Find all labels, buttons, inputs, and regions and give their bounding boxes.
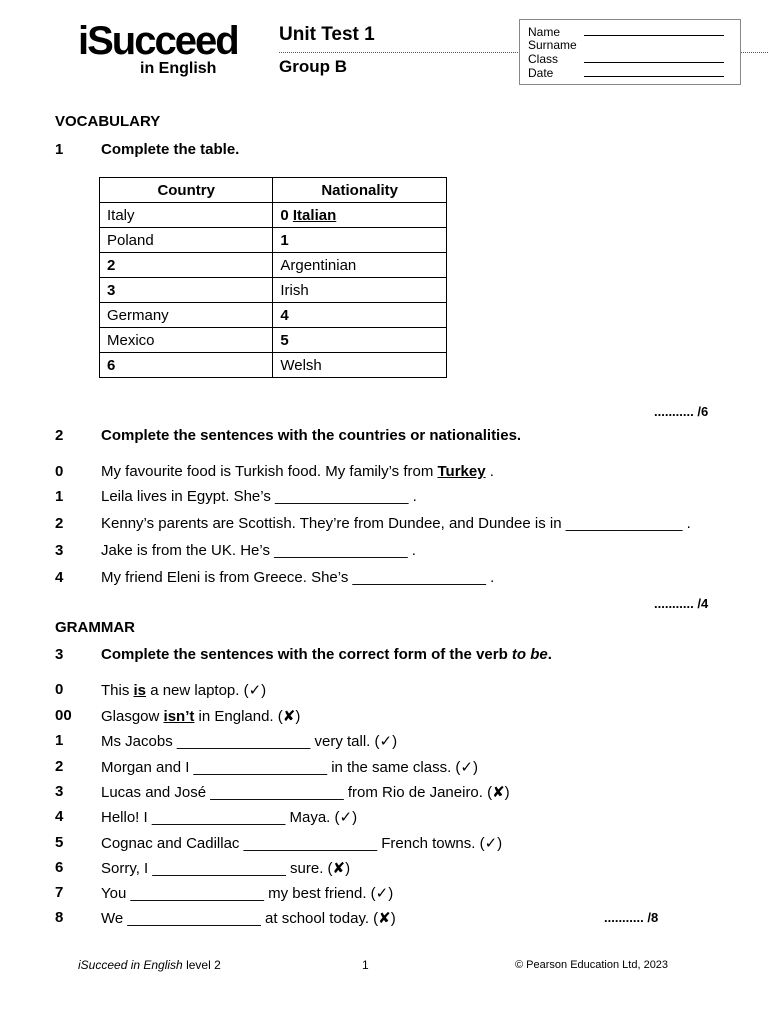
student-info-box [519, 19, 741, 85]
vocabulary-heading: VOCABULARY [55, 113, 161, 130]
sentence[interactable]: Sorry, I ________________ sure. (✘) [101, 860, 351, 877]
sentence: Glasgow isn’t in England. (✘) [101, 708, 301, 725]
question-number: 2 [55, 427, 64, 444]
grammar-heading: GRAMMAR [55, 619, 135, 636]
item-number: 1 [55, 488, 64, 505]
item-number: 5 [55, 834, 64, 851]
item-number: 6 [55, 859, 64, 876]
item-number: 0 [55, 463, 64, 480]
sentence[interactable]: Cognac and Cadillac ________________ French towns. (✓) [101, 835, 503, 852]
sentence[interactable]: Ms Jacobs ________________ very tall. (✓) [101, 733, 398, 750]
footer-book-title: iSucceed in English level 2 [78, 958, 221, 972]
item-number: 3 [55, 542, 64, 559]
item-number: 0 [55, 681, 64, 698]
table-row: Italy 0 Italian [100, 203, 447, 228]
item-number: 4 [55, 569, 64, 586]
score-box: ........... /4 [654, 596, 709, 611]
item-number: 1 [55, 732, 64, 749]
sentence[interactable]: Hello! I ________________ Maya. (✓) [101, 809, 358, 826]
class-field[interactable] [528, 52, 728, 66]
table-header-nationality: Nationality [273, 178, 447, 203]
item-number: 3 [55, 783, 64, 800]
name-field[interactable] [528, 25, 728, 39]
question-text: Complete the sentences with the countries or nationalities. [101, 427, 522, 444]
date-label: Date [528, 66, 554, 80]
vocabulary-table [99, 177, 447, 378]
class-label: Class [528, 52, 559, 66]
sentence: This is a new laptop. (✓) [101, 682, 267, 699]
name-label: Name [528, 25, 561, 39]
page-number: 1 [362, 958, 369, 972]
item-number: 2 [55, 758, 64, 775]
table-header-country: Country [100, 178, 273, 203]
table-row: 2 Argentinian [100, 253, 447, 278]
question-number: 1 [55, 141, 64, 158]
question-number: 3 [55, 646, 64, 663]
table-row: Germany 4 [100, 303, 447, 328]
sentence[interactable]: Leila lives in Egypt. She’s ________________ . [101, 488, 417, 505]
sentence[interactable]: My friend Eleni is from Greece. She’s ________________ . [101, 569, 495, 586]
unit-title: Unit Test 1 [279, 24, 375, 45]
surname-label: Surname [528, 38, 577, 52]
sentence[interactable]: Lucas and José ________________ from Rio de Janeiro. (✘) [101, 784, 510, 801]
sentence[interactable]: You ________________ my best friend. (✓) [101, 885, 394, 902]
sentence: My favourite food is Turkish food. My family’s from Turkey . [101, 463, 494, 480]
table-row: Poland 1 [100, 228, 447, 253]
sentence[interactable]: Jake is from the UK. He’s ________________ . [101, 542, 416, 559]
copyright: © Pearson Education Ltd, 2023 [515, 959, 669, 971]
logo-subtitle: in English [140, 60, 217, 77]
question-text: Complete the table. [101, 141, 240, 158]
item-number: 7 [55, 884, 64, 901]
sentence[interactable]: Morgan and I ________________ in the same class. (✓) [101, 759, 478, 776]
surname-field[interactable] [528, 38, 728, 52]
item-number: 4 [55, 808, 64, 825]
item-number: 2 [55, 515, 64, 532]
item-number: 8 [55, 909, 64, 926]
score-box: ........... /8 [604, 910, 659, 925]
score-box: ........... /6 [654, 404, 709, 419]
date-field[interactable] [528, 66, 728, 80]
item-number: 00 [55, 707, 72, 724]
logo-title: iSucceed [78, 19, 238, 63]
table-row: 3 Irish [100, 278, 447, 303]
question-text: Complete the sentences with the correct form of the verb to be. [101, 646, 552, 663]
group-title: Group B [279, 57, 347, 76]
sentence[interactable]: Kenny’s parents are Scottish. They’re from Dundee, and Dundee is in ______________ . [101, 515, 691, 532]
table-row: Mexico 5 [100, 328, 447, 353]
sentence[interactable]: We ________________ at school today. (✘) [101, 910, 396, 927]
table-row: 6 Welsh [100, 353, 447, 378]
